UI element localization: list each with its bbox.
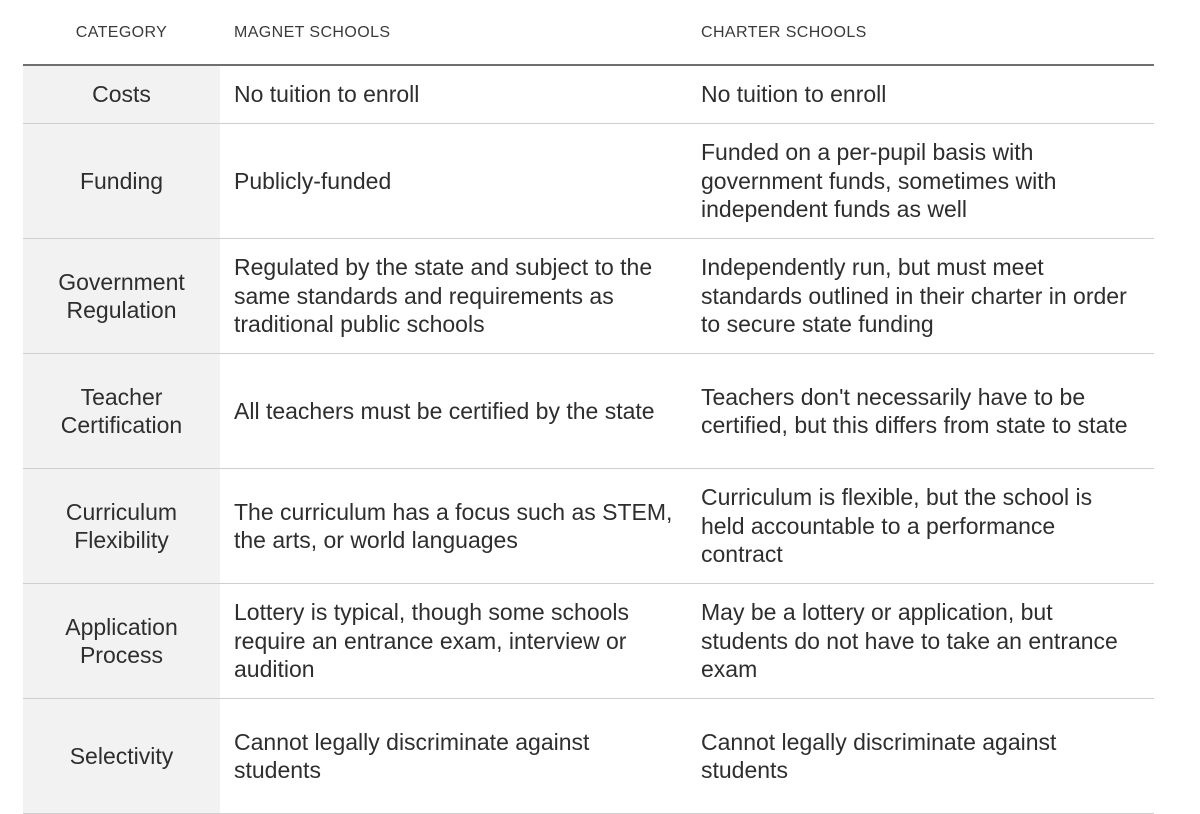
comparison-table-container <box>23 0 1154 814</box>
table-row <box>23 469 1154 584</box>
row-charter-cell: Teachers don't necessarily have to be certified, but this differs from state to state <box>687 354 1154 469</box>
row-charter-cell: No tuition to enroll <box>687 65 1154 124</box>
row-category-cell: Funding <box>23 124 220 239</box>
row-magnet-cell: Cannot legally discriminate against students <box>220 699 687 814</box>
row-category-cell: Application Process <box>23 584 220 699</box>
row-magnet-cell: Lottery is typical, though some schools require an entrance exam, interview or audition <box>220 584 687 699</box>
row-magnet-cell: Regulated by the state and subject to the same standards and requirements as traditional public schools <box>220 239 687 354</box>
table-body <box>23 65 1154 814</box>
header-charter-schools: CHARTER SCHOOLS <box>687 0 1154 65</box>
table-row <box>23 65 1154 124</box>
header-row <box>23 0 1154 65</box>
comparison-table <box>23 0 1154 814</box>
table-header <box>23 0 1154 65</box>
row-category-cell: Teacher Certification <box>23 354 220 469</box>
table-row <box>23 354 1154 469</box>
row-charter-cell: Curriculum is flexible, but the school is held accountable to a performance contract <box>687 469 1154 584</box>
table-row <box>23 699 1154 814</box>
row-magnet-cell: No tuition to enroll <box>220 65 687 124</box>
row-category-cell: Selectivity <box>23 699 220 814</box>
table-row <box>23 124 1154 239</box>
row-charter-cell: May be a lottery or application, but students do not have to take an entrance exam <box>687 584 1154 699</box>
row-charter-cell: Funded on a per-pupil basis with government funds, sometimes with independent funds as well <box>687 124 1154 239</box>
header-magnet-schools: MAGNET SCHOOLS <box>220 0 687 65</box>
row-magnet-cell: The curriculum has a focus such as STEM, the arts, or world languages <box>220 469 687 584</box>
row-category-cell: Government Regulation <box>23 239 220 354</box>
row-magnet-cell: Publicly-funded <box>220 124 687 239</box>
row-charter-cell: Independently run, but must meet standards outlined in their charter in order to secure state funding <box>687 239 1154 354</box>
row-category-cell: Curriculum Flexibility <box>23 469 220 584</box>
row-charter-cell: Cannot legally discriminate against students <box>687 699 1154 814</box>
table-row <box>23 239 1154 354</box>
header-category: CATEGORY <box>23 0 220 65</box>
row-category-cell: Costs <box>23 65 220 124</box>
table-row <box>23 584 1154 699</box>
row-magnet-cell: All teachers must be certified by the state <box>220 354 687 469</box>
